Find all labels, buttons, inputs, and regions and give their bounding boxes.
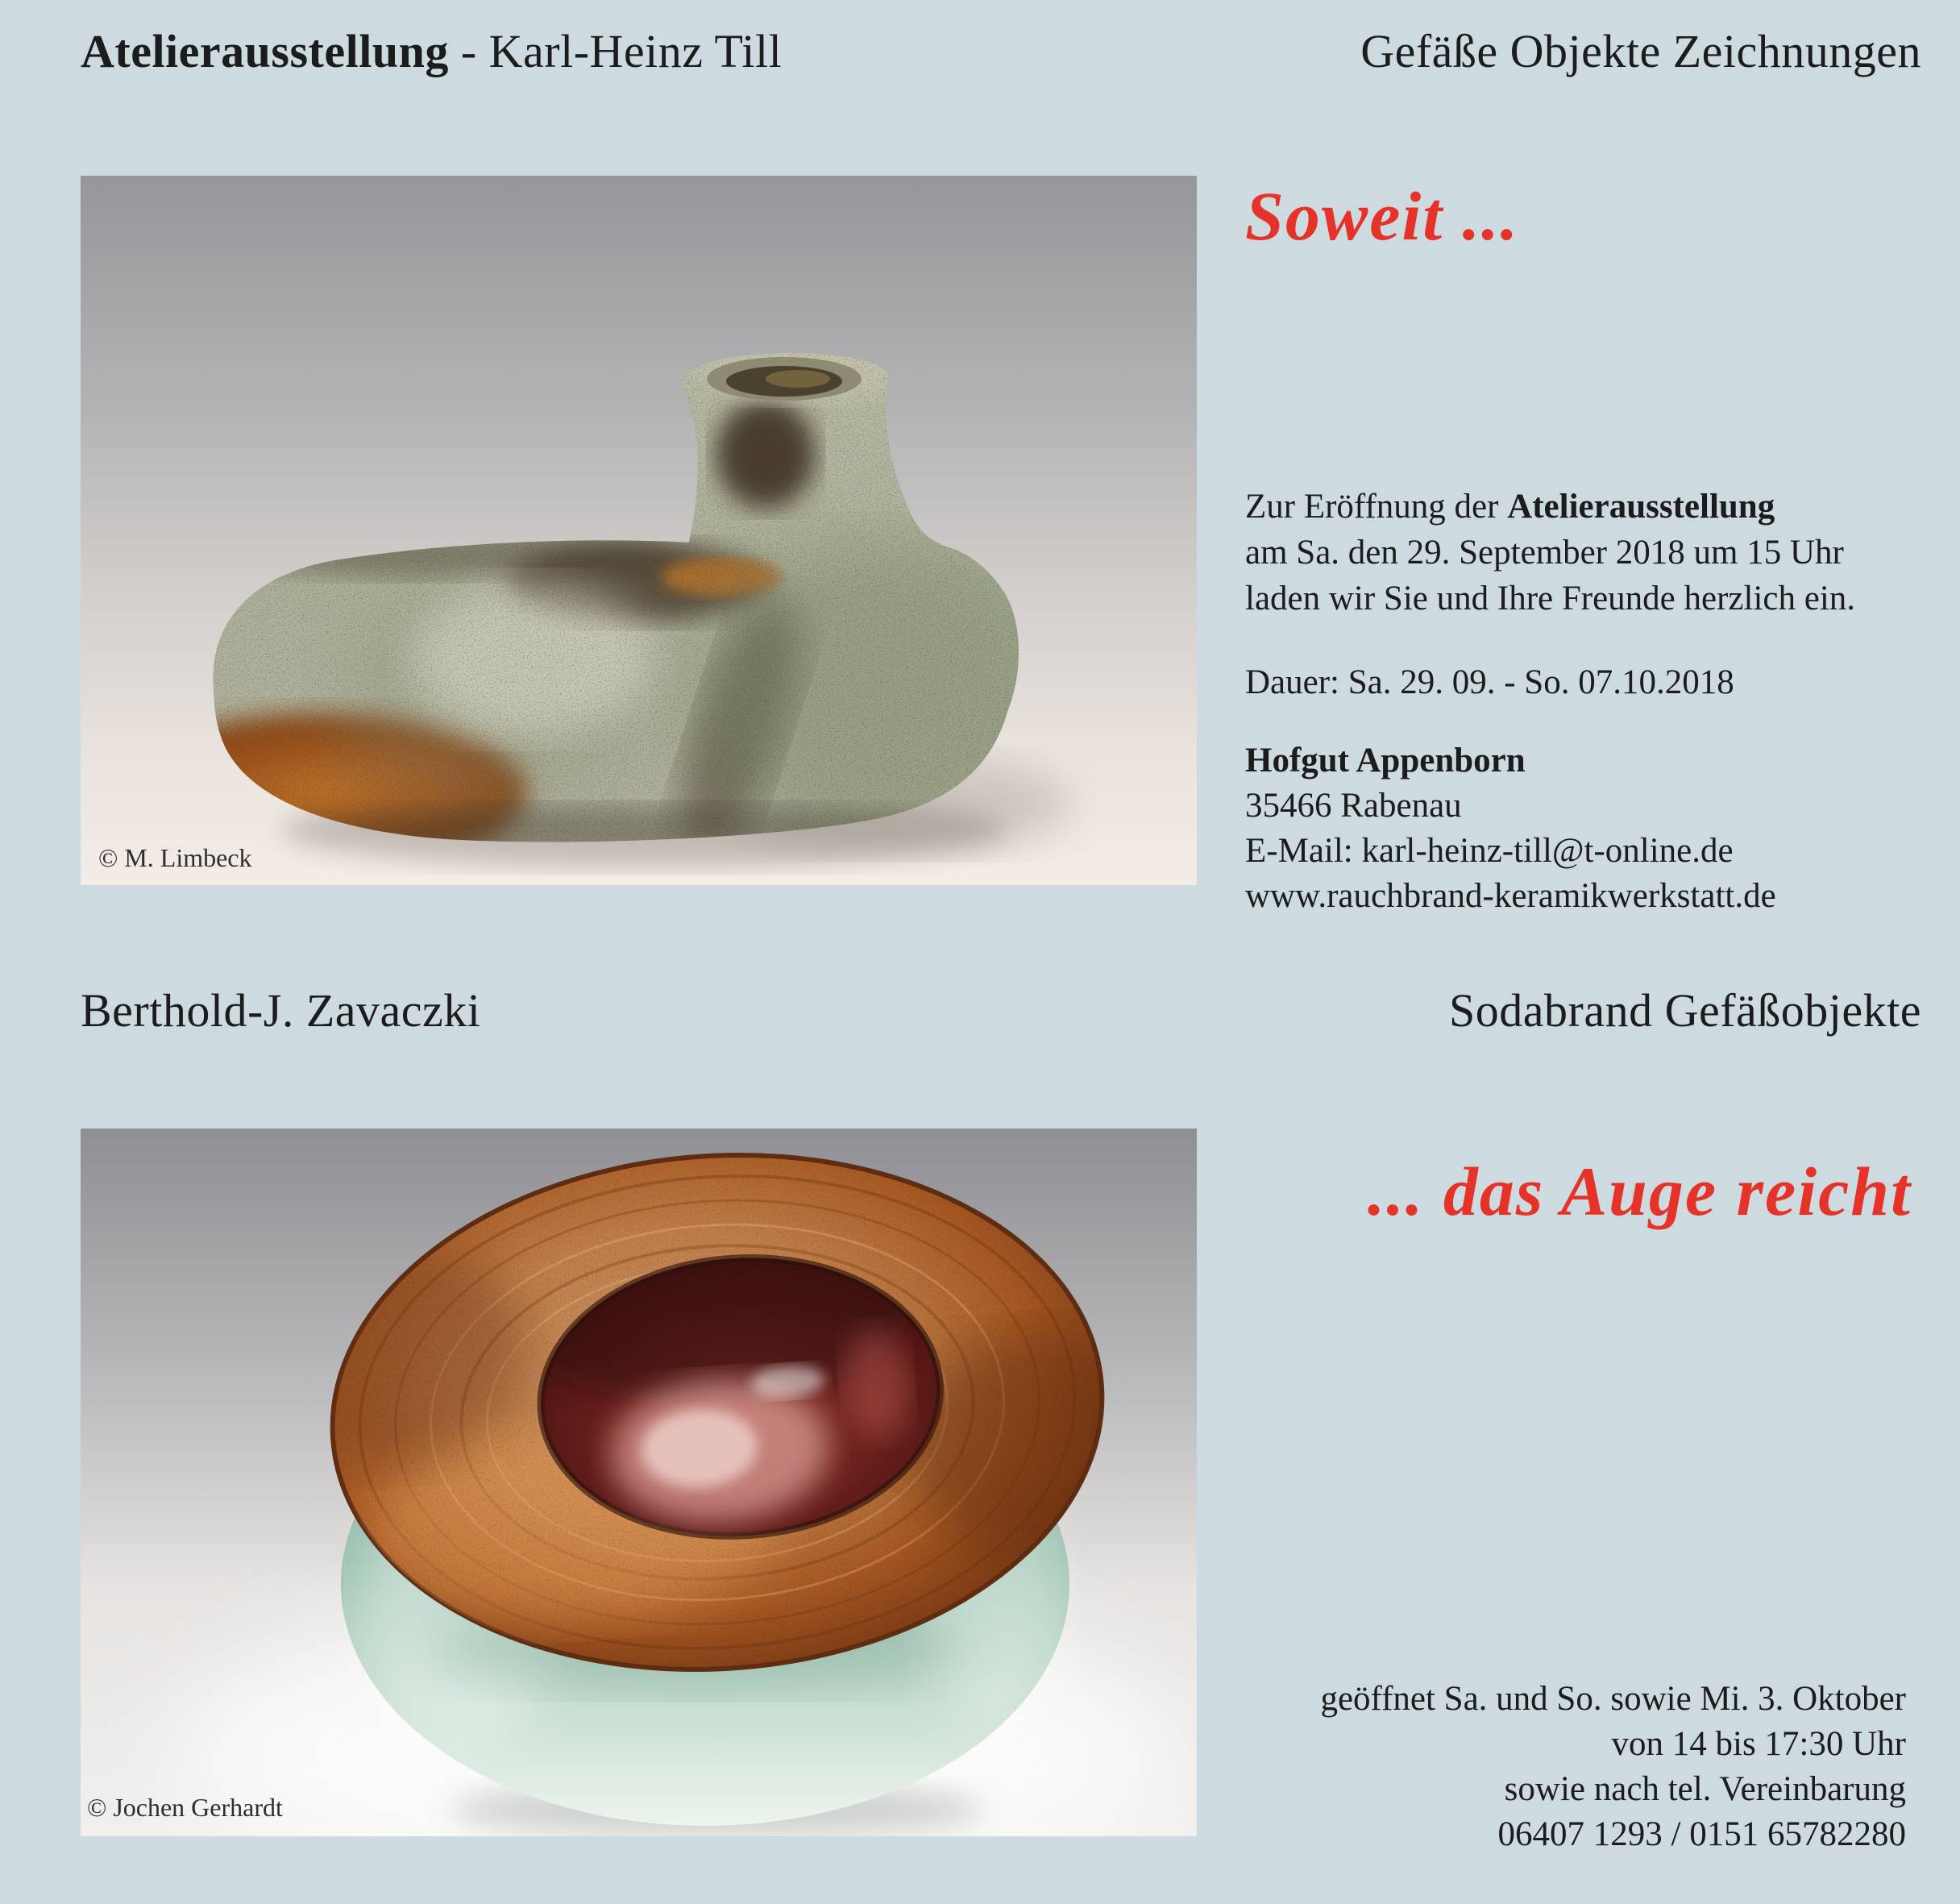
header1-title-bold: Atelierausstellung [81,25,449,77]
venue-website: www.rauchbrand-keramikwerkstatt.de [1245,877,1776,915]
opening-hours-block [1245,1677,1906,1857]
hours-phone: 06407 1293 / 0151 65782280 [1497,1815,1906,1853]
invitation-line1 [1245,484,1855,530]
hours-line2: von 14 bis 17:30 Uhr [1611,1725,1906,1763]
duration-line: Dauer: Sa. 29. 09. - So. 07.10.2018 [1245,663,1734,701]
venue-email: E-Mail: karl-heinz-till@t-online.de [1245,832,1734,870]
invitation-line1-prefix: Zur Eröffnung der [1245,488,1508,526]
invitation-line3: laden wir Sie und Ihre Freunde herzlich ein. [1245,580,1856,617]
header2-category: Sodabrand Gefäßobjekte [1449,984,1921,1037]
venue-city: 35466 Rabenau [1245,787,1462,825]
section1-tagline: Soweit ... [1245,177,1520,255]
hours-line3: sowie nach tel. Vereinbarung [1504,1770,1906,1808]
venue-name: Hofgut Appenborn [1245,742,1526,779]
invitation-line1-bold: Atelierausstellung [1507,488,1775,526]
photo-vessel-karl-heinz-till [81,176,1197,885]
photo-vessel-zavaczki [81,1129,1197,1836]
header1-category: Gefäße Objekte Zeichnungen [1360,25,1921,77]
header1-title-rest: - Karl-Heinz Till [448,25,783,77]
invitation-line2: am Sa. den 29. September 2018 um 15 Uhr [1245,534,1844,572]
photo2-credit: © Jochen Gerhardt [87,1793,283,1822]
header2-artist: Berthold-J. Zavaczki [81,984,481,1037]
hours-line1: geöffnet Sa. und So. sowie Mi. 3. Oktober [1320,1680,1906,1718]
section2-tagline: ... das Auge reicht [1367,1153,1912,1230]
header1-title [81,24,782,78]
invitation-text [1245,484,1855,622]
photo1-credit: © M. Limbeck [98,843,252,872]
venue-block [1245,738,1776,919]
